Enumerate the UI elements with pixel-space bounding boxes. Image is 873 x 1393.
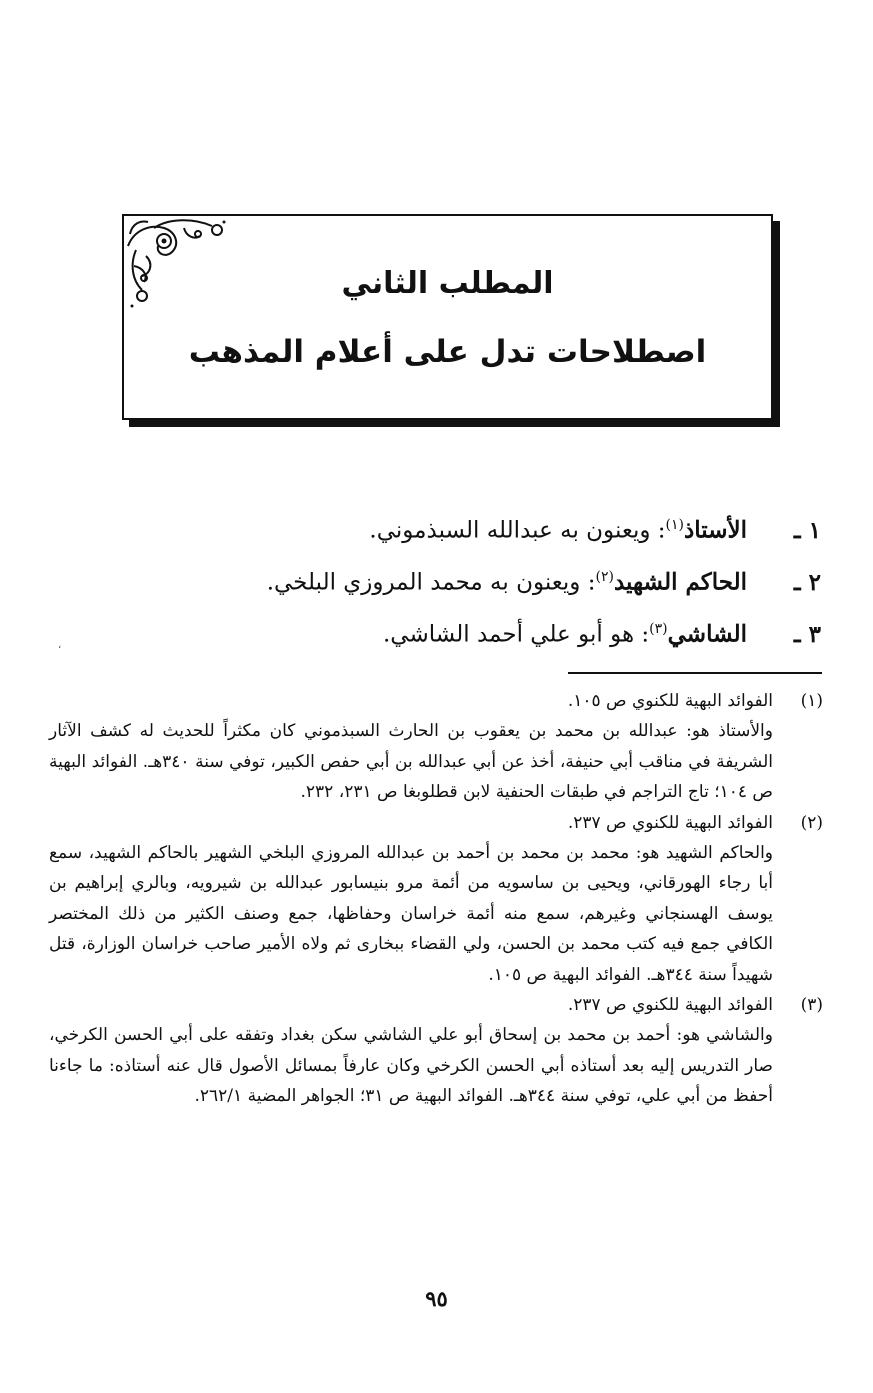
footnote-ref[interactable]: (١) [665, 517, 685, 533]
section-subtitle: اصطلاحات تدل على أعلام المذهب [188, 334, 707, 370]
list-item [61, 505, 821, 557]
item-number: ٢ ـ [793, 568, 821, 596]
item-term: الأستاذ [684, 516, 747, 544]
footnote-number: (١) [800, 691, 823, 711]
footnote-ref[interactable]: (٣) [649, 621, 668, 637]
terms-list [61, 505, 821, 661]
footnote-body: والشاشي هو: أحمد بن محمد بن إسحاق أبو علي الشاشي سكن بغداد وتفقه على أبي الحسن الكرخي، صار التدريس إليه بعد أستاذه أبي الحسن الكرخي وكان عارفاً بمسائل الأصول قال عنه أستاذه: ما جاءنا أحفظ من أبي علي، توفي سنة ٣٤٤هـ. الفوائد البهية ص ٣١؛ الجواهر المضية ٢٦٢/١. [49, 1025, 773, 1106]
list-item [61, 557, 821, 609]
footnote-divider [568, 672, 822, 674]
footnote-number: (٢) [800, 812, 823, 833]
item-term: الشاشي [667, 620, 747, 648]
footnote-source: الفوائد البهية للكنوي ص ٢٣٧. [567, 995, 773, 1015]
footnote-number: (٣) [800, 995, 823, 1015]
item-description: : ويعنون به عبدالله السبذموني. [369, 517, 666, 544]
section-title-box [122, 214, 773, 420]
footnote [49, 686, 823, 808]
section-title: المطلب الثاني [341, 266, 554, 301]
item-term: الحاكم الشهيد [613, 568, 747, 596]
list-item [61, 609, 821, 661]
page-number: ٩٥ [425, 1286, 448, 1311]
footnote-body: والأستاذ هو: عبدالله بن محمد بن يعقوب بن الحارث السبذموني كان مكثراً للحديث له كشف الآثار الشريفة في مناقب أبي حنيفة، أخذ عن أبي عبدالله بن أبي حفص الكبير، توفي سنة ٣٤٠هـ. الفوائد البهية ص ١٠٤؛ تاج التراجم في طبقات الحنفية لابن قطلوبغا ص ٢٣١، ٢٣٢. [49, 721, 774, 802]
footnote-body: والحاكم الشهيد هو: محمد بن محمد بن أحمد بن عبدالله المروزي البلخي الشهير بالحاكم الشهيد، سمع أبا رجاء الهورقاني، ويحيى بن ساسويه من أئمة مرو بنيسابور عبدالله بن شيرويه، وبالري إبراهيم بن يوسف الهسنجاني وغيرهم، سمع منه أئمة خراسان وحفاظها، جمع وصنف الكثير من ذلك المختصر الكافي جمع فيه كتب محمد بن الحسن، ولي القضاء ببخارى ثم ولاه الأمير صاحب خراسان الوزارة، قتل شهيداً سنة ٣٤٤هـ. الفوائد البهية ص ١٠٥. [49, 842, 773, 985]
item-description: : هو أبو علي أحمد الشاشي. [383, 621, 650, 648]
item-number: ١ ـ [793, 516, 821, 544]
item-description: : ويعنون به محمد المروزي البلخي. [266, 569, 596, 596]
item-number: ٣ ـ [793, 620, 821, 648]
footnote [49, 990, 823, 1112]
footnote [49, 808, 823, 991]
footnote-ref[interactable]: (٢) [595, 569, 614, 585]
footnote-source: الفوائد البهية للكنوي ص ١٠٥. [567, 691, 773, 711]
stray-mark: ، [58, 640, 62, 651]
footnotes [49, 686, 823, 1112]
footnote-source: الفوائد البهية للكنوي ص ٢٣٧. [567, 812, 773, 833]
